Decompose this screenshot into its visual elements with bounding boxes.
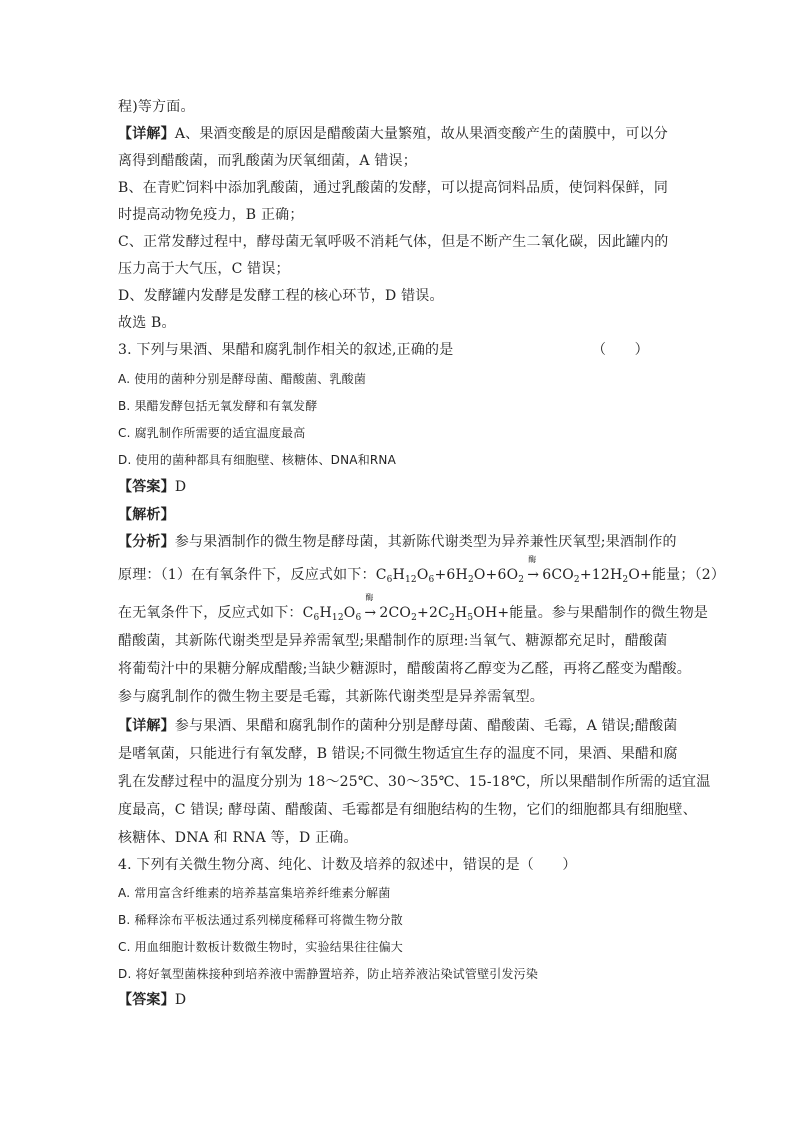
text-line: 时提高动物免疫力，B 正确；	[118, 207, 304, 223]
section-tag: 【答案】	[118, 992, 175, 1008]
text-line: 故选 B。	[118, 315, 176, 331]
text-line: 是嗜氧菌，只能进行有氧发酵，B 错误;不同微生物适宜生存的温度不同，果酒、果醋和腐	[118, 746, 678, 762]
question-3-stem: 3. 下列与果酒、果醋和腐乳制作相关的叙述,正确的是 （ ）	[118, 342, 649, 358]
option-d: D. 使用的菌种都具有细胞壁、核糖体、DNA和RNA	[118, 453, 397, 467]
text-line: 将葡萄汁中的果糖分解成醋酸;当缺少糖源时，醋酸菌将乙醇变为乙醛，再将乙醛变为醋酸。	[118, 661, 691, 677]
option-d: D. 将好氧型菌株接种到培养液中需静置培养，防止培养液沾染试管壁引发污染	[118, 967, 539, 981]
option-b: B. 稀释涂布平板法通过系列梯度稀释可将微生物分散	[118, 913, 403, 927]
text-line: B、在青贮饲料中添加乳酸菌，通过乳酸菌的发酵，可以提高饲料品质，使饲料保鲜，同	[118, 180, 669, 196]
text-line: 乳在发酵过程中的温度分别为 18～25℃、30～35℃、15-18℃，所以果醋制作所需的适宜温	[118, 774, 711, 790]
reaction-arrow-icon: 酶 →	[364, 593, 377, 621]
option-b: B. 果醋发酵包括无氧发酵和有氧发酵	[118, 399, 318, 413]
text-line: 离得到醋酸菌，而乳酸菌为厌氧细菌，A 错误；	[118, 153, 417, 169]
text-line: C、正常发酵过程中，酵母菌无氧呼吸不消耗气体，但是不断产生二氧化碳，因此罐内的	[118, 234, 669, 250]
section-tag: 【详解】	[118, 126, 175, 142]
equation-line-anaerobic: 在无氧条件下，反应式如下：$C_6H_{12}O_6$ 酶 → $2CO_2+2C_2H_5OH+$能量。参与果醋制作的微生物是	[118, 593, 709, 623]
text-line: 度最高，C 错误; 酵母菌、醋酸菌、毛霉都是有细胞结构的生物，它们的细胞都具有细胞壁、	[118, 802, 697, 818]
reaction-arrow-icon: 酶 →	[527, 555, 540, 583]
aerobic-equation: $C_6H_{12}O_6+6H_2O+6O_2$ 酶 → $6CO_2+12H_2O$	[375, 555, 641, 585]
question-4-stem: 4. 下列有关微生物分离、纯化、计数及培养的叙述中，错误的是（ ）	[118, 857, 577, 873]
section-tag: 【解析】	[118, 507, 175, 523]
text-line: 核糖体、DNA 和 RNA 等，D 正确。	[118, 830, 358, 846]
text-line: D、发酵罐内发酵是发酵工程的核心环节，D 错误。	[118, 288, 444, 304]
text-line: 【详解】A、果酒变酸是的原因是醋酸菌大量繁殖，故从果酒变酸产生的菌膜中，可以分	[118, 126, 668, 142]
text-line: 参与腐乳制作的微生物主要是毛霉，其新陈代谢类型是异养需氧型。	[118, 689, 544, 705]
section-tag: 【分析】	[118, 534, 175, 550]
answer-line	[118, 990, 186, 1010]
option-a: A. 使用的菌种分别是酵母菌、醋酸菌、乳酸菌	[118, 372, 367, 386]
option-a: A. 常用富含纤维素的培养基富集培养纤维素分解菌	[118, 886, 391, 900]
answer-value: D	[174, 479, 187, 495]
option-c: C. 腐乳制作所需要的适宜温度最高	[118, 426, 306, 440]
text-line: 程)等方面。	[118, 99, 195, 115]
equation-line-aerobic: 原理：（1）在有氧条件下，反应式如下：$C_6H_{12}O_6+6H_2O+6O_2$ 酶 → $6CO_2+12H_2O+$能量；（2）	[118, 555, 726, 585]
text-line: 【详解】参与果酒、果醋和腐乳制作的菌种分别是酵母菌、醋酸菌、毛霉，A 错误;醋酸菌	[118, 718, 678, 734]
answer-line	[118, 477, 186, 497]
answer-value: D	[174, 992, 187, 1008]
text-line: 【分析】参与果酒制作的微生物是酵母菌，其新陈代谢类型为异养兼性厌氧型;果酒制作的	[118, 534, 677, 550]
text-line: 醋酸菌，其新陈代谢类型是异养需氧型;果醋制作的原理:当氧气、糖源都充足时，醋酸菌	[118, 633, 668, 649]
option-c: C. 用血细胞计数板计数微生物时，实验结果往往偏大	[118, 940, 404, 954]
section-tag: 【详解】	[118, 718, 175, 734]
section-tag: 【答案】	[118, 479, 175, 495]
answer-blank: （ ）	[592, 342, 649, 358]
anaerobic-equation: $C_6H_{12}O_6$ 酶 → $2CO_2+2C_2H_5OH$	[302, 593, 498, 623]
text-line: 压力高于大气压，C 错误；	[118, 261, 290, 277]
